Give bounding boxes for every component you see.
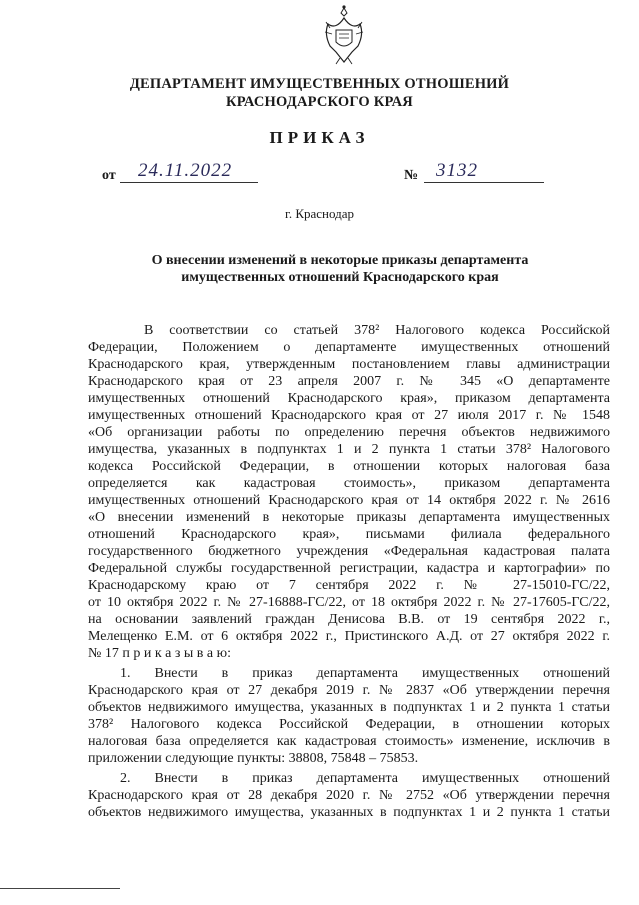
body-line: имущества, указанных в подпунктах 1 и 2 пункта 1 статьи 378² Налогового [88, 442, 610, 457]
body-line: имущественных отношений Краснодарского края от 27 июля 2017 г. № 1548 [88, 408, 610, 423]
body-line: № 17 п р и к а з ы в а ю: [88, 646, 231, 661]
body-line: Краснодарского края от 23 апреля 2007 г. № 345 «О департаменте [88, 374, 610, 389]
body-line: государственного бюджетного учреждения «Федеральная кадастровая палата [88, 544, 610, 559]
body-line: объектов недвижимого имущества, указанных в подпунктах 1 и 2 пункта 1 статьи [88, 805, 610, 820]
body-line: объектов недвижимого имущества, указанных в подпунктах 1 и 2 пункта 1 статьи [88, 700, 610, 715]
body-line: Краснодарскому краю от 7 сентября 2022 г. № 27-15010-ГС/22, [88, 578, 610, 593]
body-line: Федеральной службы государственной регистрации, кадастра и картографии» по [88, 561, 610, 576]
body-line: «Об организации работы по определению перечня объектов недвижимого [88, 425, 610, 440]
body-line: «О внесении изменений в некоторые приказы департамента имущественных [88, 510, 610, 525]
body-line: определяется как кадастровая стоимость», приказом департамента [88, 476, 610, 491]
body-line: В соответствии со статьей 378² Налогового кодекса Российской [144, 323, 610, 338]
body-line: Краснодарского края от 27 декабря 2019 г. № 2837 «Об утверждении перечня [88, 683, 610, 698]
body-line: 1. Внести в приказ департамента имущественных отношений [120, 666, 610, 681]
body-line: приложении следующие пункты: 38808, 75848 – 75853. [88, 751, 419, 766]
body-line: имущественных отношений Краснодарского края от 14 октября 2022 г. № 2616 [88, 493, 610, 508]
body-line: отношений Краснодарского края», письмами филиала федерального [88, 527, 610, 542]
body-line: 378² Налогового кодекса Российской Федерации, в отношении которых [88, 717, 610, 732]
body-line: 2. Внести в приказ департамента имущественных отношений [120, 771, 610, 786]
body-line: имущественных отношений Краснодарского края», приказом департамента [88, 391, 610, 406]
body-line: на основании заявлений граждан Денисова В.В. от 19 сентября 2022 г., [88, 612, 610, 627]
body-line: кодекса Российской Федерации, в отношении которых налоговая база [88, 459, 610, 474]
body-line: Краснодарского края, утвержденным постановлением главы администрации [88, 357, 610, 372]
document-title: ПРИКАЗ [269, 128, 370, 147]
number-label: № [404, 168, 419, 183]
handwritten-date: 24.11.2022 [138, 160, 233, 181]
date-underline [120, 182, 258, 183]
body-line: Краснодарского края от 28 декабря 2020 г. № 2752 «Об утверждении перечня [88, 788, 610, 803]
subject-line: О внесении изменений в некоторые приказы департамента [151, 253, 529, 268]
department-name-line2: КРАСНОДАРСКОГО КРАЯ [226, 94, 413, 110]
footer-divider [0, 888, 120, 889]
body-line: Федерации, Положением о департаменте имущественных отношений [88, 340, 610, 355]
city-name: г. Краснодар [284, 206, 355, 221]
body-line: от 10 октября 2022 г. № 27-16888-ГС/22, от 18 октября 2022 г. № 27-17605-ГС/22, [88, 595, 610, 610]
date-label: от [102, 168, 116, 183]
handwritten-number: 3132 [436, 160, 478, 181]
order-subject [120, 252, 560, 286]
body-line: налоговая база определяется как кадастровая стоимость» изменение, исключив в [88, 734, 610, 749]
subject-line: имущественных отношений Краснодарского края [181, 270, 499, 285]
number-underline [424, 182, 544, 183]
department-name-line1: ДЕПАРТАМЕНТ ИМУЩЕСТВЕННЫХ ОТНОШЕНИЙ [129, 76, 510, 92]
body-line: Мелещенко Е.М. от 6 октября 2022 г., Пристинского А.Д. от 27 октября 2022 г. [88, 629, 610, 644]
coat-of-arms-emblem [322, 4, 366, 66]
